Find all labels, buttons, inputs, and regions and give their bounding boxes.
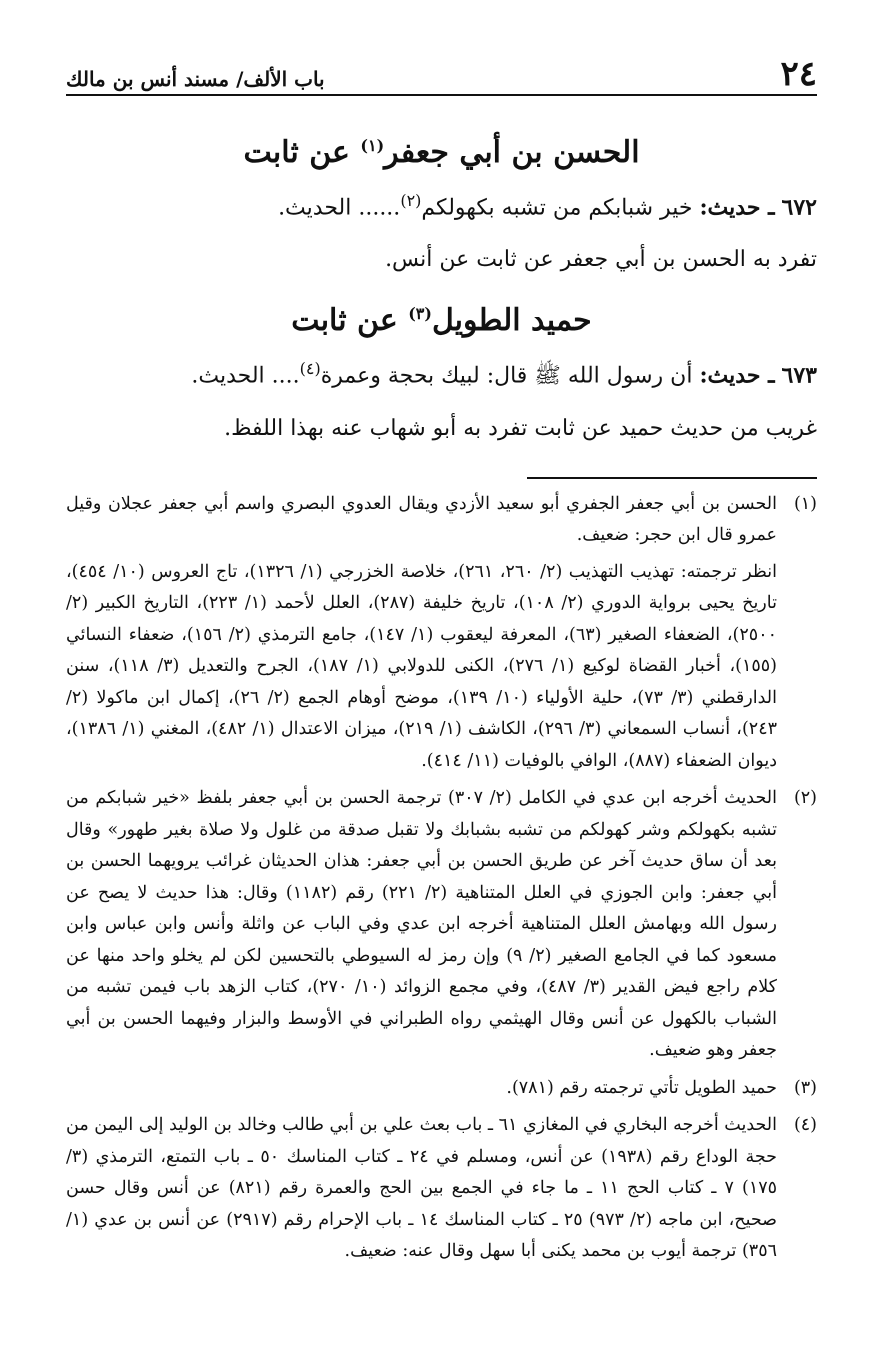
footnote-1 xyxy=(66,489,817,778)
hadith-label: ـ حديث: xyxy=(699,362,775,389)
hadith-text: خير شبابكم من تشبه بكهولكم xyxy=(421,195,693,221)
footnote-number: (١) xyxy=(793,493,817,514)
running-header xyxy=(66,52,817,96)
footnote-number: (٣) xyxy=(793,1077,817,1098)
footnote-divider xyxy=(527,477,817,479)
hadith-note-672: تفرد به الحسن بن أبي جعفر عن ثابت عن أنس. xyxy=(385,247,817,273)
hadith-672 xyxy=(66,175,817,234)
footnote-body xyxy=(66,783,777,1067)
footnote-paragraph: الحسن بن أبي جعفر الجفري أبو سعيد الأزدي ويقال العدوي البصري واسم أبي جعفر عجلان وقيل عمرو قال ابن حجر: ضعيف. xyxy=(66,493,777,546)
footnote-paragraph: الحديث أخرجه البخاري في المغازي ٦١ ـ باب بعث علي بن أبي طالب وخالد بن الوليد إلى اليمن من حجة الوداع رقم (١٩٣٨) عن أنس، ومسلم في ٢٤ ـ كتاب المناسك ٥٠ ـ باب التمتع، الترمذي (٣/ ١٧٥) ٧ ـ كتاب الحج ١١ ـ ما جاء في الجمع بين الحج والعمرة رقم (٨٢١) عن أنس وقال حسن صحيح، ابن ماجه (٢/ ٩٧٣) ٢٥ ـ كتاب المناسك ١٤ ـ باب الإحرام رقم (٢٩١٧) عن أنس بن عدي (١/ ٣٥٦) ترجمة أيوب بن محمد يكنى أبا سهل وقال عنه: ضعيف. xyxy=(66,1115,778,1262)
footnote-ref-3[interactable]: (٣) xyxy=(408,304,432,324)
footnote-paragraph: الحديث أخرجه ابن عدي في الكامل (٢/ ٣٠٧) ترجمة الحسن بن أبي جعفر بلفظ «خير شبابكم من تشبه بكهولكم وشر كهولكم من تشبه بشبابك ولا تقبل صدقة من غلول ولا صلاة بغير طهور» وقال بعد أن ساق حديث آخر عن طريق الحسن بن أبي جعفر: هذان الحديثان غرائب يرويهما الحسن بن أبي جعفر: وابن الجوزي في العلل المتناهية (٢/ ٢٢١) رقم (١١٨٢) وقال: هذا حديث لا يصح عن رسول الله وبهامش العلل المتناهية أخرجه ابن عدي وفي الباب عن واثلة وأنس وابن عباس وابن مسعود كما في الجامع الصغير (٢/ ٩) وإن رمز له السيوطي بالتحسين لكن لم يخلو واحد منها عن كلام راجع فيض القدير (٣/ ٤٨٧)، وفي مجمع الزوائد (١٠/ ٢٧٠)، كتاب الزهد باب فيمن تشبه من الشباب بالكهول عن أنس وقال الهيثمي رواه الطبراني في الأوسط والبزار وفيهما الحسن بن أبي جعفر وهو ضعيف. xyxy=(66,788,777,1061)
footnote-number: (٤) xyxy=(793,1115,817,1136)
section-title-text: الحسن بن أبي جعفر xyxy=(384,135,640,170)
footnote-paragraph: انظر ترجمته: تهذيب التهذيب (٢/ ٢٦٠، ٢٦١)، خلاصة الخزرجي (١/ ١٣٢٦)، تاج العروس (١٠/ ٤٥٤)، تاريخ يحيى برواية الدوري (٢/ ١٠٨)، تاريخ خليفة (٢٨٧)، العلل لأحمد (١/ ٢٢٣)، التاريخ الكبير (٢/ ٢٥٠٠)، الضعفاء الصغير (٦٣)، المعرفة ليعقوب (١/ ١٤٧)، جامع الترمذي (٢/ ١٥٦)، ضعفاء النسائي (١٥٥)، أخبار القضاة لوكيع (١/ ٢٧٦)، الكنى للدولابي (١/ ١٨٧)، الجرح والتعديل (٣/ ١١٨)، سنن الدارقطني (٣/ ٧٣)، حلية الأولياء (١٠/ ١٣٩)، موضح أوهام الجمع (٢/ ٢٦)، إكمال ابن ماكولا (٢/ ٢٤٣)، أنساب السمعاني (٣/ ٢٩٦)، الكاشف (١/ ٢١٩)، ميزان الاعتدال (١/ ٤٨٢)، المغني (١/ ١٣٨٦)، ديوان الضعفاء (٨٨٧)، الوافي بالوفيات (١١/ ٤١٤). xyxy=(66,561,777,771)
footnote-body xyxy=(66,489,777,778)
footnotes xyxy=(66,489,817,1268)
section-title-text: حميد الطويل xyxy=(431,303,592,339)
footnote-body xyxy=(66,1073,777,1105)
hadith-673 xyxy=(66,343,817,402)
footnote-paragraph: حميد الطويل تأتي ترجمته رقم (٧٨١). xyxy=(506,1077,777,1098)
hadith-tail: ...... الحديث. xyxy=(278,195,401,221)
hadith-number: ٦٧٣ xyxy=(781,362,817,389)
hadith-number: ٦٧٢ xyxy=(781,194,817,221)
footnote-3 xyxy=(66,1073,817,1105)
footnote-ref-1[interactable]: (١) xyxy=(360,136,385,155)
section-title-hasan xyxy=(66,124,817,175)
footnote-ref-2[interactable]: (٢) xyxy=(400,191,422,210)
section-title-suffix: عن ثابت xyxy=(243,135,350,170)
hadith-label: ـ حديث: xyxy=(699,194,775,221)
section-title-humaid xyxy=(66,292,817,343)
footnote-ref-4[interactable]: (٤) xyxy=(299,359,321,379)
footnote-4 xyxy=(66,1110,817,1268)
hadith-note-673: غريب من حديث حميد عن ثابت تفرد به أبو شهاب عنه بهذا اللفظ. xyxy=(224,415,817,441)
page-number: ٢٤ xyxy=(780,54,817,94)
hadith-text: أن رسول الله ﷺ قال: لبيك بحجة وعمرة xyxy=(320,363,693,389)
footnote-number: (٢) xyxy=(793,788,817,809)
section-title-suffix: عن ثابت xyxy=(291,303,398,339)
footnote-body xyxy=(66,1110,777,1268)
header-title: باب الألف/ مسند أنس بن مالك xyxy=(66,67,325,91)
footnote-2 xyxy=(66,783,817,1067)
hadith-tail: .... الحديث. xyxy=(191,363,300,389)
